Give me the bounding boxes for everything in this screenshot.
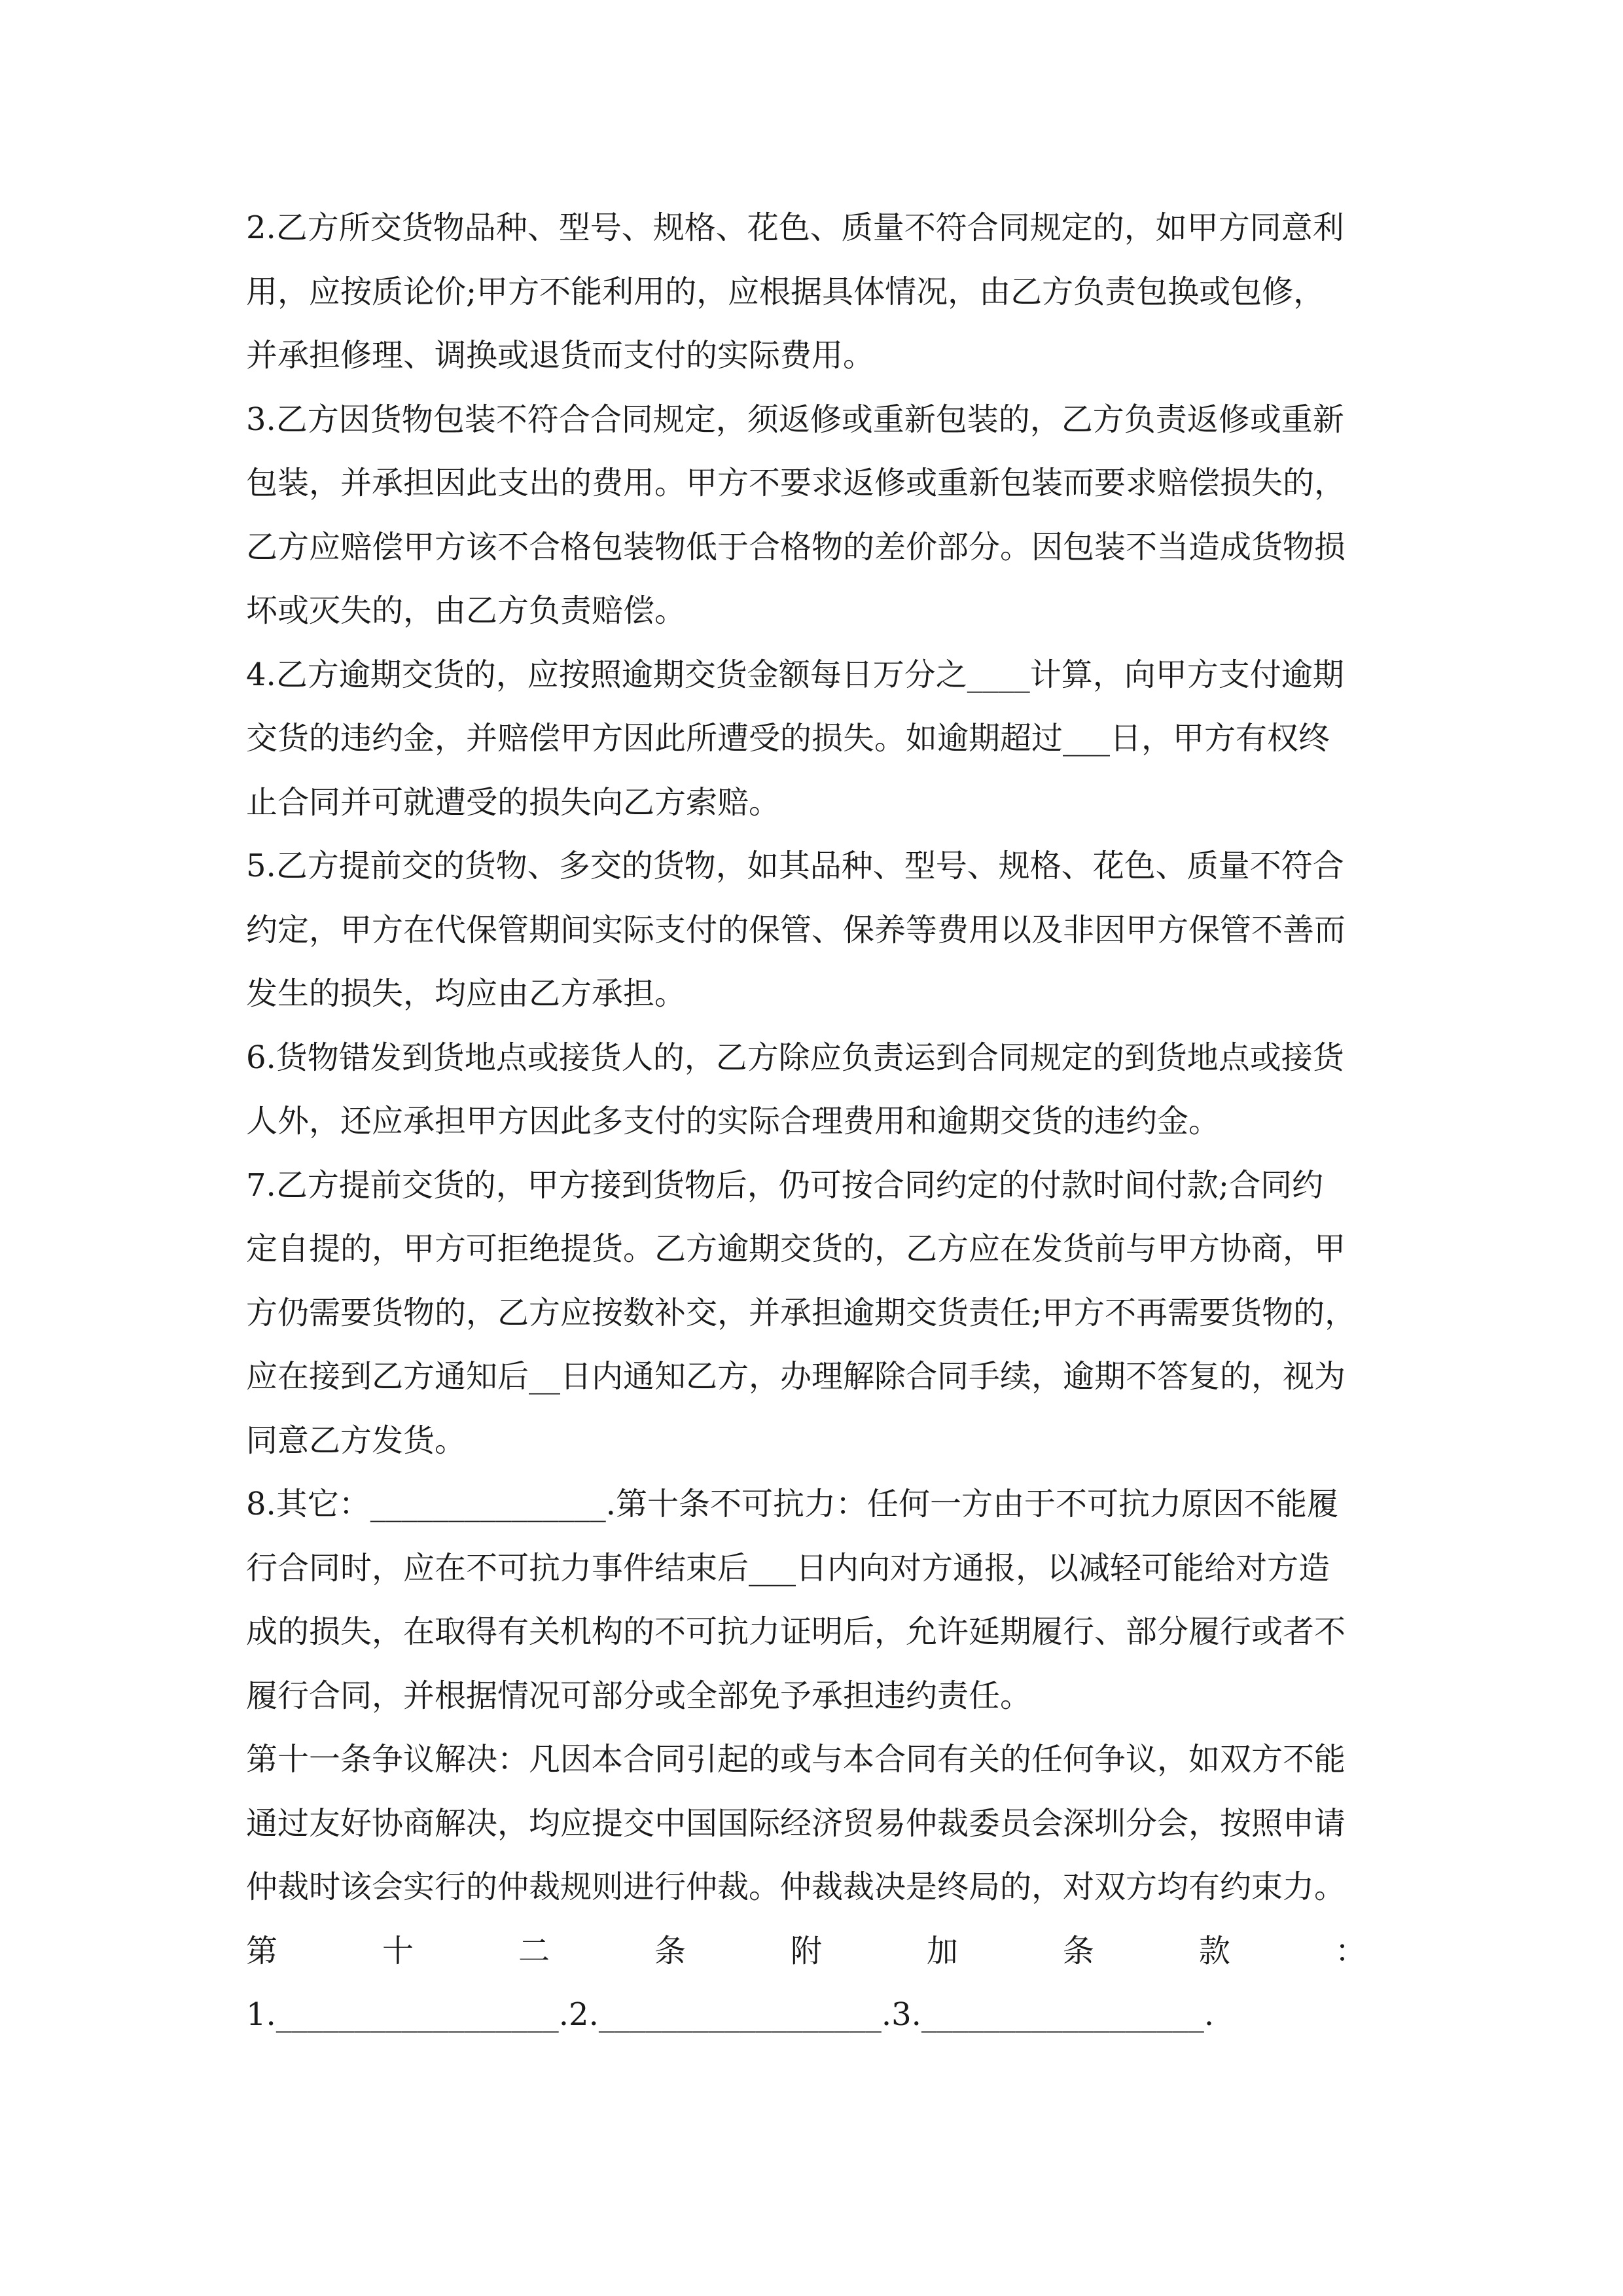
heading-char: 加: [926, 1932, 958, 1969]
text-line: 乙方应赔偿甲方该不合格包装物低于合格物的差价部分。因包装不当造成货物损: [246, 528, 1346, 565]
heading-char: 十: [382, 1932, 414, 1969]
text-line: 第十一条争议解决：凡因本合同引起的或与本合同有关的任何争议，如双方不能: [246, 1741, 1346, 1778]
text-line: 用，应按质论价;甲方不能利用的，应根据具体情况，由乙方负责包换或包修，: [246, 273, 1325, 310]
text-line: 包装，并承担因此支出的费用。甲方不要求返修或重新包装而要求赔偿损失的，: [246, 465, 1346, 501]
heading-char: 条: [654, 1932, 686, 1969]
section-heading-article-12: [246, 1920, 1366, 1984]
text-line: 8.其它：_______________.第十条不可抗力：任何一方由于不可抗力原因不能履: [246, 1486, 1339, 1522]
text-line: 仲裁时该会实行的仲裁规则进行仲裁。仲裁裁决是终局的，对双方均有约束力。: [246, 1869, 1346, 1905]
text-line: 成的损失，在取得有关机构的不可抗力证明后，允许延期履行、部分履行或者不: [246, 1613, 1346, 1650]
text-line: 7.乙方提前交货的，甲方接到货物后，仍可按合同约定的付款时间付款;合同约: [246, 1166, 1323, 1204]
text-line: 并承担修理、调换或退货而支付的实际费用。: [246, 337, 875, 374]
heading-char: 二: [518, 1932, 550, 1969]
text-line: 通过友好协商解决，均应提交中国国际经济贸易仲裁委员会深圳分会，按照申请: [246, 1804, 1346, 1842]
text-line: 发生的损失，均应由乙方承担。: [246, 975, 687, 1012]
text-line: 履行合同，并根据情况可部分或全部免予承担违约责任。: [246, 1677, 1032, 1714]
text-line: 6.货物错发到货地点或接货人的，乙方除应负责运到合同规定的到货地点或接货: [246, 1039, 1344, 1076]
text-line: 5.乙方提前交的货物、多交的货物，如其品种、型号、规格、花色、质量不符合: [246, 848, 1344, 884]
heading-char: 条: [1062, 1932, 1094, 1969]
text-line: 4.乙方逾期交货的，应按照逾期交货金额每日万分之____计算，向甲方支付逾期: [246, 656, 1344, 693]
heading-char: 第: [246, 1932, 278, 1969]
text-line: 同意乙方发货。: [246, 1422, 467, 1459]
heading-char: 附: [790, 1932, 822, 1969]
text-line: 交货的违约金，并赔偿甲方因此所遭受的损失。如逾期超过___日，甲方有权终: [246, 720, 1330, 757]
text-line: 行合同时，应在不可抗力事件结束后___日内向对方通报，以减轻可能给对方造: [246, 1549, 1330, 1587]
text-line: 3.乙方因货物包装不符合合同规定，须返修或重新包装的，乙方负责返修或重新: [246, 401, 1344, 438]
text-line: 人外，还应承担甲方因此多支付的实际合理费用和逾期交货的违约金。: [246, 1103, 1221, 1139]
text-line: 2.乙方所交货物品种、型号、规格、花色、质量不符合同规定的，如甲方同意利: [246, 209, 1344, 246]
text-line: 止合同并可就遭受的损失向乙方索赔。: [246, 783, 781, 821]
heading-char: ：: [1334, 1932, 1366, 1969]
text-line: 方仍需要货物的，乙方应按数补交，并承担逾期交货责任;甲方不再需要货物的，: [246, 1294, 1357, 1331]
text-line: 约定，甲方在代保管期间实际支付的保管、保养等费用以及非因甲方保管不善而: [246, 911, 1346, 948]
text-line: 应在接到乙方通知后__日内通知乙方，办理解除合同手续，逾期不答复的，视为: [246, 1358, 1346, 1395]
text-line: 定自提的，甲方可拒绝提货。乙方逾期交货的，乙方应在发货前与甲方协商，甲: [246, 1230, 1346, 1267]
blank-clauses-line: 1.__________________.2.__________________.3.__________________.: [246, 1996, 1215, 2033]
contract-text: [246, 196, 1378, 2047]
heading-char: 款: [1198, 1932, 1230, 1969]
text-line: 坏或灭失的，由乙方负责赔偿。: [246, 592, 687, 629]
